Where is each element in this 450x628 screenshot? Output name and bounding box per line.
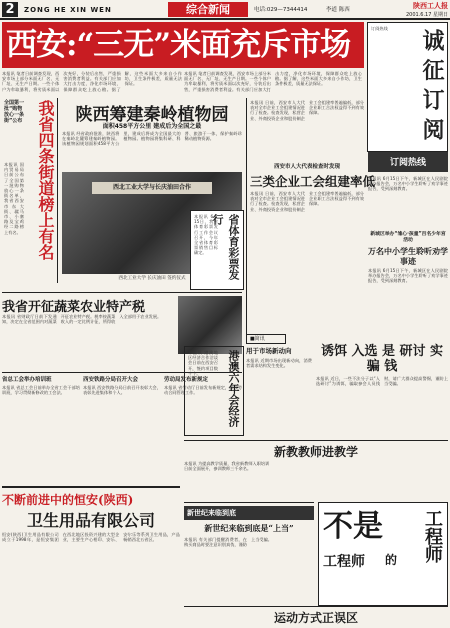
veg-headline: 我省开征蔬菜农业特产税 xyxy=(2,300,146,315)
anniv-headline: 港澳六年会经济 xyxy=(227,350,240,427)
small-story-title: 西安铁路分局召开大会 xyxy=(83,377,139,383)
flow-body: 本报讯 近期市场出现新动向，消费者需求结构发生变化。 xyxy=(246,358,312,369)
lead-body: 本报讯 笔者日前调查发现，西安市场上部分米面无厂名、无厂址、无生产日期。一些个体户为牟取暴利，将劣质米面以次充好，分装后出售，严重损害消费者利益。有关部门应加大打击力度，净化市场环境，保障群众吃上放心粮。据了解，这些米面大多来自小作坊，卫生条件极差，质量无法保证。 xyxy=(2,71,182,92)
lead-headline: 西安:“三无”米面充斥市场 xyxy=(6,27,351,63)
bottom-headline: 运动方式正误区 xyxy=(273,611,358,625)
corner-ad-strip xyxy=(368,152,448,172)
company-ad-line1: 不断前进中的恒安(陕西) xyxy=(2,493,134,507)
union-headline: 三类企业工会组建率低 xyxy=(250,174,376,189)
union-story xyxy=(246,98,376,343)
engineer-big1: 不是 xyxy=(323,509,383,544)
photo-caption: 西北工业大学 长庆油田 签约仪式 xyxy=(118,276,186,281)
lower-center-body: 本报讯 有关部门提醒消费者，在购买商品时要注意识别真伪，谨防上当受骗。 xyxy=(184,537,272,548)
small-story-body: 本报讯 西安铁路分局日前召开表彰大会，表彰先进集体和个人。 xyxy=(83,385,161,396)
lower-center-box xyxy=(184,506,314,520)
anniv-body: 本报讯 港澳地区经济合作洽谈会日前在西安召开，签约项目数十个。 xyxy=(188,350,218,376)
masthead xyxy=(0,0,450,20)
engineer-side: 的 xyxy=(385,553,398,567)
student-pre-body: 本报讯 6月15日下午，新城区在人民剧院举办报告会，万名中小学生聆听了劝学事迹报告，受到深刻教育。 xyxy=(368,176,448,192)
teacher-body: 本报讯 为提高教学质量，我省新教师入职培训日前全面展开，参训教师三千余名。 xyxy=(184,461,270,472)
lead-body-2: 本报讯 笔者日前调查发现，西安市场上部分米面无厂名、无厂址、无生产日期。一些个体户为牟取暴利，将劣质米面以次充好，分装后出售，严重损害消费者利益。有关部门应加大打击力度，净化市场环境，保障群众吃上放心粮。据了解，这些米面大多来自小作坊，卫生条件极差，质量无法保证。 xyxy=(184,71,362,92)
small-story-2 xyxy=(83,375,161,481)
student-headline: 万名中小学生聆听劝学事迹 xyxy=(368,246,448,266)
lottery-title: 省体育彩票发行 xyxy=(211,214,240,280)
lottery-body: 本报讯 6月15日，我省体育彩票发行工作会议召开，今年全省体育彩票销售目标确定。 xyxy=(194,214,218,256)
company-ad-line2: 卫生用品有限公司 xyxy=(26,511,155,530)
engineer-vertical: 工程师 xyxy=(422,509,443,563)
lower-center-headline: 新世纪来临到底是“上当” xyxy=(204,523,294,533)
union-body: 本报讯 日前，西安市人大代表对全市企业工会组建情况进行了检查。检查发现，私营企业、外商投资企业和股份制企业工会组建率普遍偏低，部分企业职工合法权益得不到有效保障。 xyxy=(250,191,364,212)
section-pinyin: ZONG HE XIN WEN xyxy=(24,6,112,14)
union-pre-body: 本报讯 日前，西安市人大代表对全市企业工会组建情况进行了检查。检查发现，私营企业、外商投资企业和股份制企业工会组建率普遍偏低，部分企业职工合法权益得不到有效保障。 xyxy=(250,100,364,121)
engineer-ad xyxy=(318,502,448,606)
phone-line: 电话:029—7344414 xyxy=(254,7,308,13)
plant-headline: 陕西筹建秦岭植物园 xyxy=(75,105,229,125)
lure-story xyxy=(316,344,448,438)
lower-center-box-title: 新世纪来临到底 xyxy=(187,509,236,517)
side-notice-body: 本报讯 国内贸易局日前公布了全国第一批购物放心一条街名单，我省西安市东大街、骡马市、小寨路及宝鸡经二路榜上有名。 xyxy=(4,162,24,235)
lure-headline: 诱饵 入选 是 研讨 实 骗 钱 xyxy=(320,344,444,374)
divider-veg xyxy=(2,292,242,293)
student-body: 本报讯 6月15日下午，新城区在人民剧院举办报告会，万名中小学生聆听了劝学事迹报告，受到深刻教育。 xyxy=(368,268,448,284)
flow-headline: 用于市场新动向 xyxy=(246,347,292,355)
editor-line: 李道 陈西 xyxy=(326,7,350,13)
page-number: 2 xyxy=(2,2,18,17)
paper-logo: 陕西工人报 xyxy=(413,1,448,10)
issue-date: 2001.6.17 星期日 xyxy=(405,12,448,18)
teacher-story xyxy=(184,440,448,500)
lure-body: 本报讯 近日，一些不法分子以“入选研讨”为诱饵，骗取参会人员钱财，请广大群众提高警惕，谨防上当受骗。 xyxy=(316,376,448,387)
corner-ad-strip-text: 订阅热线 xyxy=(389,158,426,168)
small-story-title: 省总工会举办培训班 xyxy=(2,377,52,383)
small-story-body: 本报讯 省总工会日前举办全省工会干部培训班，学习贯彻新修改的工会法。 xyxy=(2,385,80,396)
corner-ad xyxy=(367,22,448,152)
student-story xyxy=(368,176,448,286)
small-story-title: 劳动局发布新规定 xyxy=(164,377,209,383)
teacher-headline: 新教教师进教学 xyxy=(273,445,358,459)
bottom-bar xyxy=(184,606,448,626)
corner-ad-title: 诚 征 订 阅 xyxy=(419,29,445,140)
corner-ad-note: 订阅热线 xyxy=(371,26,388,31)
side-notice xyxy=(2,98,58,283)
flow-story xyxy=(246,346,312,436)
side-notice-kicker: 全国第一批“购物放心一条街”公布 xyxy=(4,100,25,124)
section-title: 综合新闻 xyxy=(168,2,248,17)
company-ad xyxy=(2,486,180,626)
company-ad-body: 恒安(陕西)卫生用品有限公司成立于1998年，是恒安集团在西北地区投资兴建的大型企业，主要生产心相印、安乐、安尔乐等系列卫生用品，产品畅销西北五省区。 xyxy=(2,532,180,543)
ticker-tab: ■简讯 xyxy=(246,334,286,344)
engineer-big2: 工程师 xyxy=(323,554,365,570)
small-story-1 xyxy=(2,375,80,481)
plant-subhead: 面积458平方公里 建成后为全国之最 xyxy=(102,123,202,130)
union-kicker: 西安市人大代表检查时发现 xyxy=(273,164,340,170)
lottery-box xyxy=(190,210,244,290)
side-notice-title: 我省四条街道榜上有名 xyxy=(36,100,55,260)
anniv-story xyxy=(184,346,244,436)
lower-center xyxy=(184,502,314,602)
veg-body: 本报讯 省财政厅日前下发通知，决定在全省范围内对蔬菜开征农业特产税。税率按蔬菜收入的一定比例计征，所得收入全部用于农业发展。 xyxy=(2,314,162,325)
photo-banner: 西北工业大学与长庆油田合作 xyxy=(92,182,212,194)
plant-body: 本报讯 经省政府批准，陕西将在秦岭北麓筹建秦岭植物园。该植物园规划面积458平方公里，建成后将成为全国最大的植物园。植物园将集科研、科普、旅游于一体，保护秦岭珍稀动植物资源。 xyxy=(62,131,242,147)
student-kicker: 新城区举办“雏心·孩童”百名少年宫活动 xyxy=(370,232,446,243)
lead-headline-bar xyxy=(2,22,364,68)
small-story-body: 本报讯 省劳动厅日前发布新规定，加强劳动合同管理工作。 xyxy=(164,385,242,396)
